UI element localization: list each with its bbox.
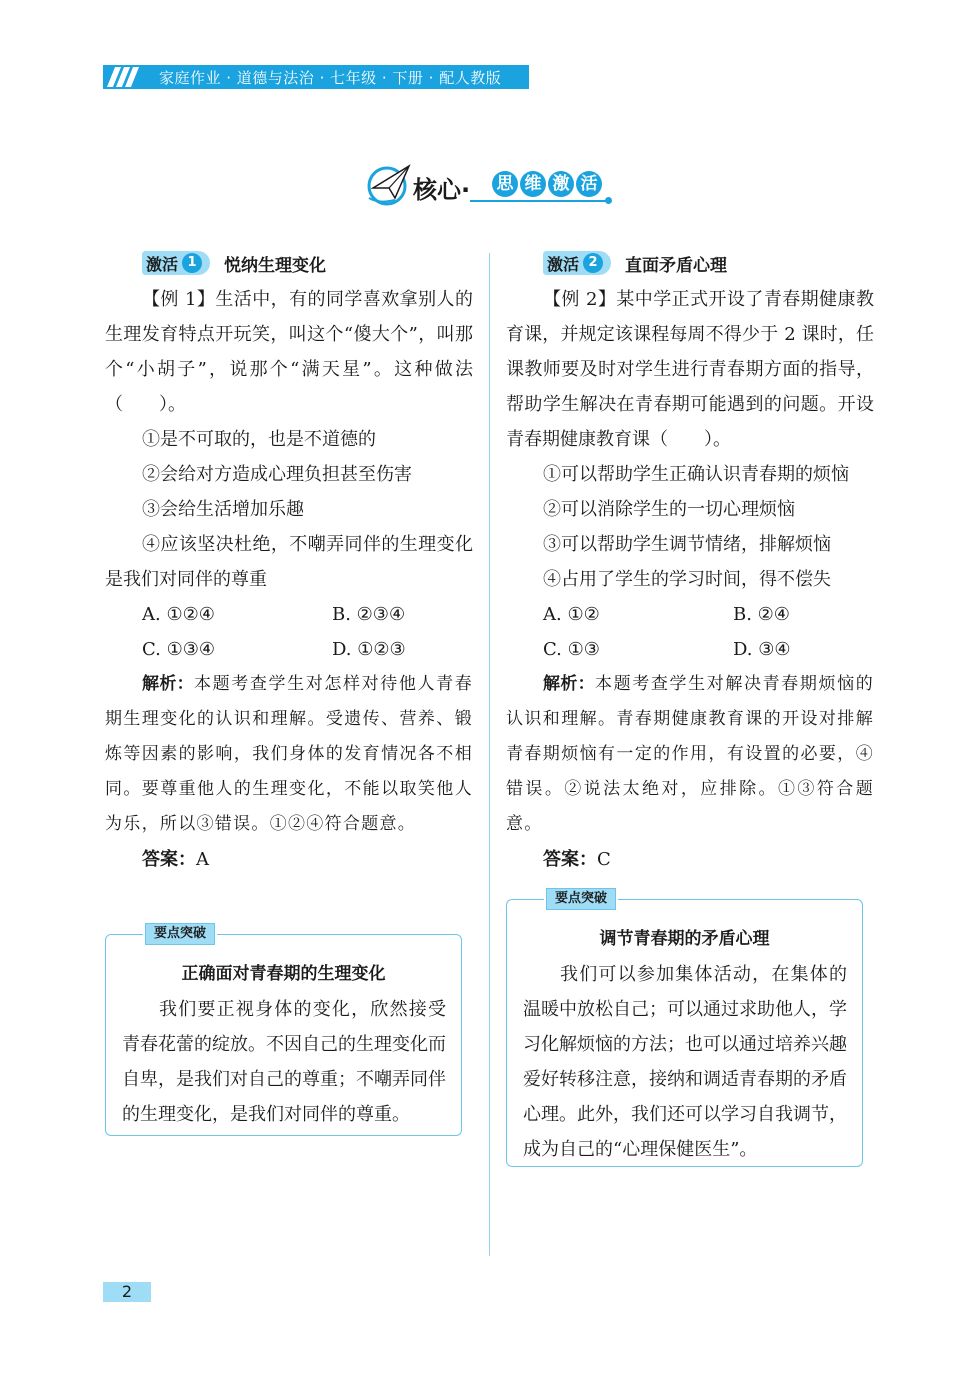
header-bar <box>103 65 529 89</box>
activation-heading <box>105 248 473 278</box>
activation-badge-label: 激活 <box>146 254 179 274</box>
title-underline <box>470 200 610 202</box>
answer-value: A <box>196 849 209 870</box>
option-item: ①是不可取的，也是不道德的 <box>142 429 376 450</box>
keypoint-body: 我们要正视身体的变化，欣然接受青春花蕾的绽放。不因自己的生理变化而自卑，是我们对自己的尊重；不嘲弄同伴的生理变化，是我们对同伴的尊重。 <box>122 999 446 1125</box>
activation-number: 1 <box>182 253 202 273</box>
section-title-sub <box>492 171 602 197</box>
keypoint-tag-label: 要点突破 <box>145 923 215 945</box>
analysis <box>506 667 874 842</box>
paper-plane-logo-icon <box>365 158 415 208</box>
activation-heading <box>506 248 874 278</box>
analysis <box>105 667 473 842</box>
title-char: 激 <box>548 171 574 197</box>
answer <box>506 842 874 877</box>
choice-c: C. ①③ <box>543 639 600 660</box>
option-item: ④占用了学生的学习时间，得不偿失 <box>543 569 831 590</box>
option-item: ②可以消除学生的一切心理烦恼 <box>543 499 795 520</box>
slash-decoration-icon <box>111 67 153 87</box>
answer-label: 答案： <box>142 849 196 870</box>
choices <box>105 597 473 667</box>
analysis-label: 解析： <box>543 674 595 694</box>
column-divider <box>489 253 490 1256</box>
answer-label: 答案： <box>543 849 597 870</box>
choice-c: C. ①③④ <box>142 639 215 660</box>
section-title-main: 核心· <box>413 176 471 204</box>
option-item: ①可以帮助学生正确认识青春期的烦恼 <box>543 464 849 485</box>
page-number: 2 <box>103 1282 151 1302</box>
activation-badge <box>543 251 611 275</box>
left-column <box>105 248 473 877</box>
choices <box>506 597 874 667</box>
keypoint-box <box>506 891 863 1167</box>
option-item: ④应该坚决杜绝，不嘲弄同伴的生理变化是我们对同伴的尊重 <box>105 534 473 590</box>
title-char: 维 <box>520 171 546 197</box>
title-dot <box>605 197 612 204</box>
answer <box>105 842 473 877</box>
keypoint-tag <box>143 923 217 945</box>
choice-b: B. ②③④ <box>332 604 406 625</box>
choice-b: B. ②④ <box>733 604 790 625</box>
keypoint-box <box>105 926 462 1136</box>
activation-badge <box>142 251 210 275</box>
keypoint-title: 正确面对青春期的生理变化 <box>181 964 386 984</box>
option-item: ②会给对方造成心理负担甚至伤害 <box>142 464 412 485</box>
activation-number: 2 <box>583 253 603 273</box>
option-item: ③会给生活增加乐趣 <box>142 499 304 520</box>
activation-title: 直面矛盾心理 <box>625 255 728 276</box>
analysis-text: 本题考查学生对怎样对待他人青春期生理变化的认识和理解。受遗传、营养、锻炼等因素的影响，我们身体的发育情况各不相同。要尊重他人的生理变化，不能以取笑他人为乐，所以③错误。①②④符合题意。 <box>105 674 474 834</box>
question-text: 【例 1】生活中，有的同学喜欢拿别人的生理发育特点开玩笑，叫这个“傻大个”，叫那个“小胡子”，说那个“满天星”。这种做法（ ）。 <box>105 289 473 415</box>
answer-value: C <box>597 849 611 870</box>
keypoint-tag <box>544 888 618 910</box>
choice-d: D. ③④ <box>733 639 791 660</box>
option-item: ③可以帮助学生调节情绪，排解烦恼 <box>543 534 831 555</box>
choice-a: A. ①② <box>543 604 600 625</box>
keypoint-tag-label: 要点突破 <box>546 888 616 910</box>
right-column <box>506 248 874 877</box>
section-title <box>365 158 615 214</box>
header-title: 家庭作业 · 道德与法治 · 七年级 · 下册 · 配人教版 <box>159 68 502 87</box>
choice-d: D. ①②③ <box>332 639 406 660</box>
choice-a: A. ①②④ <box>142 604 215 625</box>
question-text: 【例 2】某中学正式开设了青春期健康教育课，并规定该课程每周不得少于 2 课时，任课教师要及时对学生进行青春期方面的指导，帮助学生解决在青春期可能遇到的问题。开设青春期健康教育课（ ）。 <box>506 289 874 450</box>
analysis-label: 解析： <box>142 674 194 694</box>
title-char: 思 <box>492 171 518 197</box>
keypoint-title: 调节青春期的矛盾心理 <box>599 929 770 949</box>
activation-title: 悦纳生理变化 <box>224 255 327 276</box>
title-char: 活 <box>576 171 602 197</box>
analysis-text: 本题考查学生对解决青春期烦恼的认识和理解。青春期健康教育课的开设对排解青春期烦恼有一定的作用，有设置的必要，④错误。②说法太绝对，应排除。①③符合题意。 <box>506 674 875 834</box>
activation-badge-label: 激活 <box>547 254 580 274</box>
keypoint-body: 我们可以参加集体活动，在集体的温暖中放松自己；可以通过求助他人，学习化解烦恼的方法；也可以通过培养兴趣爱好转移注意，接纳和调适青春期的矛盾心理。此外，我们还可以学习自我调节，成为自己的“心理保健医生”。 <box>523 964 847 1160</box>
